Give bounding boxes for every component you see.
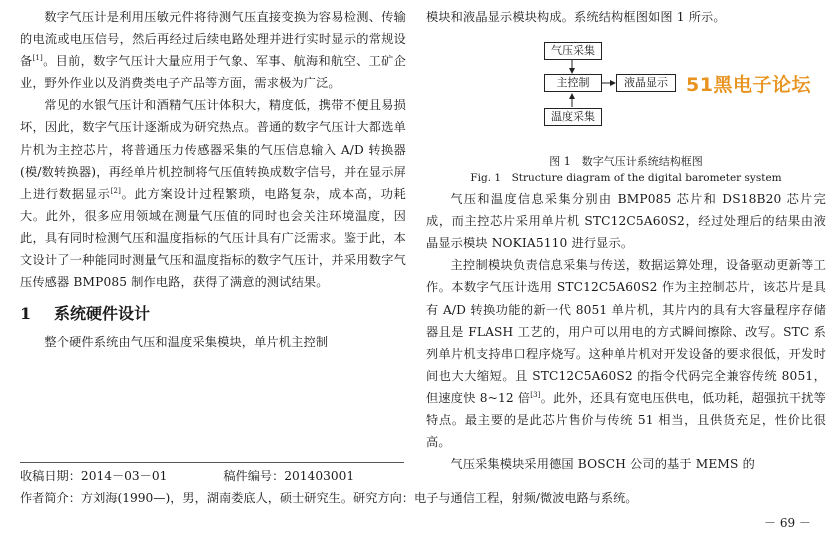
citation-ref-2: [2] xyxy=(110,186,122,195)
intro-paragraph-2: 常见的水银气压计和酒精气压计体积大，精度低，携带不便且易损坏，因此，数字气压计逐渐成为研究热点。普通的数字气压计大都选单片机为主控芯片，将普通压力传感器采集的气压信息输入 A/D 转换器(模/数转换器)，再经单片机控制将气压值转换成数字信号，并在显示屏上进行数据显示[2]。此方案设计过程繁琐，电路复杂，成本高，功耗大。此外，很多应用领域在测量气压值的同时也会关注环境温度，因此，具有同时检测气压和温度指标的气压计具有广泛需求。鉴于此，本文设计了一种能同时测量气压和温度指标的数字气压计，并采用数字气压传感器 BMP085 制作电路，获得了满意的测试结果。 xyxy=(20,98,406,290)
section-title: 系统硬件设计 xyxy=(54,304,151,324)
figure-caption-cn: 图 1 数字气压计系统结构框图 xyxy=(549,155,703,169)
right-paragraph-1: 气压和温度信息采集分别由 BMP085 芯片和 DS18B20 芯片完成，而主控芯片采用单片机 STC12C5A60S2，经过处理后的结果由液晶显示模块 NOKIA5110 进行显示。 xyxy=(426,192,826,251)
manuscript-number: 稿件编号：201403001 xyxy=(223,469,355,483)
section-heading xyxy=(20,303,406,325)
lcd-display-box: 液晶显示 xyxy=(616,74,676,92)
section-number: 1 xyxy=(20,304,32,324)
intro-paragraph-1: 数字气压计是利用压敏元件将待测气压直接变换为容易检测、传输的电流或电压信号，然后再经过后续电路处理并进行实时显示的常规设备[1]。目前，数字气压计大量应用于气象、军事、航海和航空、工矿企业，野外作业以及消费类电子产品等方面，需求极为广泛。 xyxy=(20,10,406,91)
pressure-acquisition-box: 气压采集 xyxy=(544,42,602,60)
right-paragraph-3: 气压采集模块采用德国 BOSCH 公司的基于 MEMS 的 xyxy=(450,457,755,472)
footnote-author: 作者简介：方刘海(1990—)，男，湖南娄底人，硕士研究生。研究方向：电子与通信工程，射频/微波电路与系统。 xyxy=(20,491,638,505)
footnote-divider xyxy=(20,462,404,463)
received-date: 收稿日期：2014－03－01 xyxy=(20,469,168,483)
forum-watermark: 51黑电子论坛 xyxy=(686,74,811,97)
footnote-dates xyxy=(20,466,354,486)
right-column xyxy=(426,6,826,475)
right-paragraph-2: 主控制模块负责信息采集与传送，数据运算处理，设备驱动更新等工作。本数字气压计选用 STC12C5A60S2 作为主控制芯片，该芯片是具有 A/D 转换功能的新一代 8051 单片机，其片内的具有大容量程序存储器且是 FLASH 工艺的，用户可以用电的方式瞬间擦除、改写。STC 系列单片机支持串口程序烧写。这种单片机对开发设备的要求很低，开发时间也大大缩短。且 STC12C5A60S2 的指令代码完全兼容传统 8051，但速度快 8~12 倍[3]。此外，还具有宽电压供电，低功耗，超强抗干扰等特点。最主要的是此芯片售价与传统 51 相当，且供货充足，性价比很高。 xyxy=(426,258,827,450)
system-block-diagram xyxy=(426,32,826,152)
citation-ref-3: [3] xyxy=(530,390,541,399)
continued-paragraph: 模块和液晶显示模块构成。系统结构框图如图 1 所示。 xyxy=(426,10,726,24)
citation-ref-1: [1] xyxy=(32,54,43,63)
temperature-acquisition-box: 温度采集 xyxy=(544,108,602,126)
main-control-box: 主控制 xyxy=(544,74,602,92)
section-paragraph-1: 整个硬件系统由气压和温度采集模块，单片机主控制 xyxy=(44,335,329,350)
left-column xyxy=(20,6,406,353)
figure-caption-en: Fig. 1 Structure diagram of the digital barometer system xyxy=(470,172,782,185)
page-number: － 69 － xyxy=(764,516,811,530)
